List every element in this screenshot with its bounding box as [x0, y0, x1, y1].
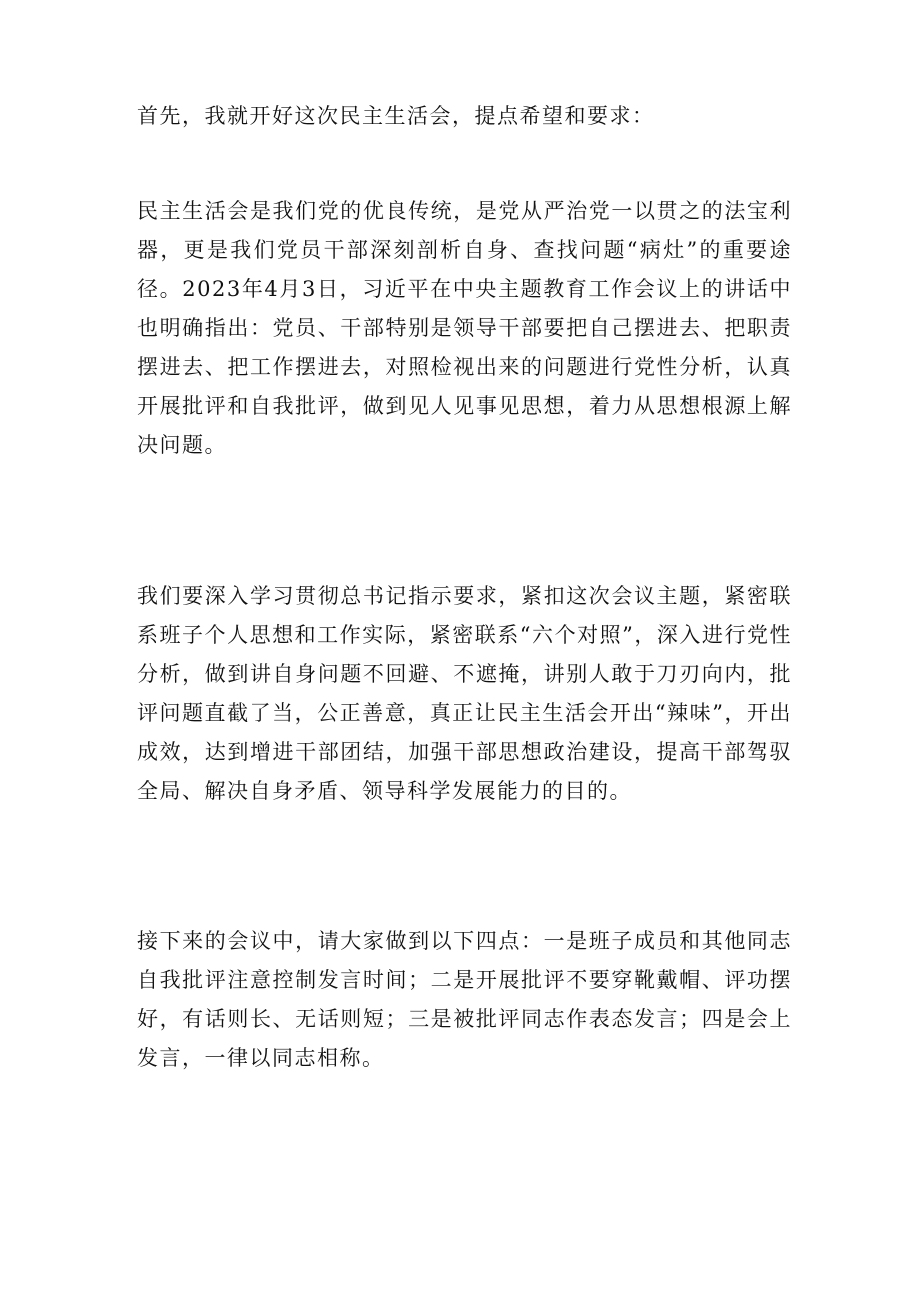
paragraph-requirements: 我们要深入学习贯彻总书记指示要求，紧扣这次会议主题，紧密联系班子个人思想和工作实际，紧密联系“六个对照”，深入进行党性分析，做到讲自身问题不回避、不遮掩，讲别人敢于刀刃向内，批评问题直截了当，公正善意，真正让民主生活会开出“辣味”，开出成效，达到增进干部团结，加强干部思想政治建设，提高干部驾驭全局、解决自身矛盾、领导科学发展能力的目的。 — [137, 584, 792, 803]
paragraph-tradition: 民主生活会是我们党的优良传统，是党从严治党一以贯之的法宝利器，更是我们党员干部深刻剖析自身、查找问题“病灶”的重要途径。2023年4月3日，习近平在中央主题教育工作会议上的讲话中也明确指出：党员、干部特别是领导干部要把自己摆进去、把职责摆进去、把工作摆进去，对照检视出来的问题进行党性分析，认真开展批评和自我批评，做到见人见事见思想，着力从思想根源上解决问题。 — [137, 199, 792, 457]
paragraph-four-points: 接下来的会议中，请大家做到以下四点：一是班子成员和其他同志自我批评注意控制发言时间；二是开展批评不要穿靴戴帽、评功摆好，有话则长、无话则短；三是被批评同志作表态发言；四是会上发言，一律以同志相称。 — [137, 929, 792, 1070]
paragraph-intro: 首先，我就开好这次民主生活会，提点希望和要求： — [137, 104, 655, 128]
